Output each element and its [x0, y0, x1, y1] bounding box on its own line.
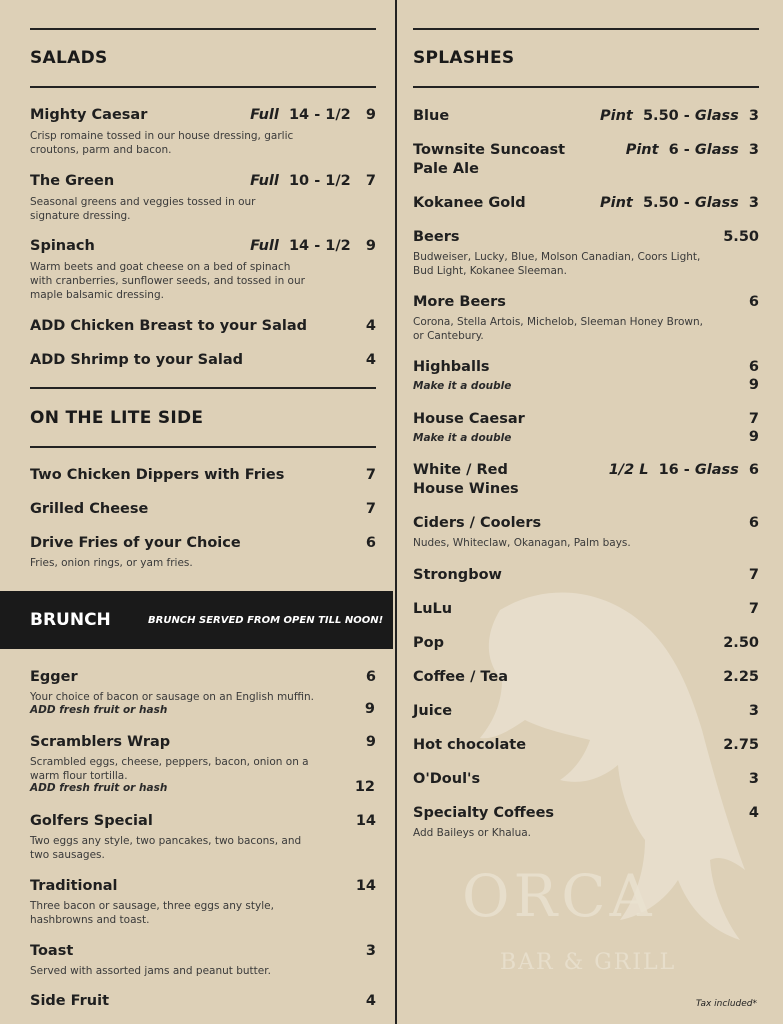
- item-description: Two eggs any style, two pancakes, two bacons, and two sausages.: [30, 835, 302, 861]
- double-price: 9: [748, 377, 759, 393]
- drink-item-strongbow: Strongbow 7: [413, 567, 759, 583]
- drink-item-more-beers: More Beers 6: [413, 294, 759, 310]
- divider: [413, 28, 759, 30]
- brunch-header-bar: [0, 591, 393, 649]
- item-price: 14 - 1/2: [288, 238, 351, 254]
- drink-item-beers: Beers 5.50: [413, 229, 759, 245]
- double-label: Make it a double: [413, 432, 512, 444]
- item-description: Your choice of bacon or sausage on an English muffin.: [30, 691, 314, 703]
- item-name: Spinach: [30, 238, 95, 254]
- add-on-price: 12: [354, 779, 375, 795]
- section-title-splashes: SPLASHES: [413, 48, 515, 68]
- drink-item-hot-chocolate: Hot chocolate 2.75: [413, 737, 759, 753]
- divider: [413, 86, 759, 88]
- menu-item-egger: Egger 6: [30, 669, 376, 685]
- item-price: 10 - 1/2: [288, 173, 351, 189]
- menu-item-spinach: [30, 238, 376, 254]
- drink-item-kokanee: Kokanee Gold Pint 5.50 - Glass 3: [413, 195, 759, 211]
- item-description: Warm beets and goat cheese on a bed of spinach with cranberries, sunflower seeds, and tossed in our maple balsamic dressing.: [30, 261, 305, 301]
- drink-item-townsite-line2: Pale Ale: [413, 161, 479, 177]
- size-label: Full: [250, 173, 279, 189]
- column-divider: [395, 0, 397, 1024]
- menu-item-add-shrimp: ADD Shrimp to your Salad 4: [30, 352, 376, 368]
- half-price: 9: [365, 107, 376, 123]
- size-label: Full: [250, 238, 279, 254]
- half-price: 9: [365, 238, 376, 254]
- brunch-subtitle: BRUNCH SERVED FROM OPEN TILL NOON!: [148, 615, 384, 626]
- menu-item-grilled-cheese: Grilled Cheese 7: [30, 501, 376, 517]
- watermark-brand: ORCA: [462, 862, 656, 930]
- watermark-tagline: BAR & GRILL: [500, 950, 677, 975]
- drink-item-highballs: Highballs 6: [413, 359, 759, 375]
- item-price: 14 - 1/2: [288, 107, 351, 123]
- drink-item-pop: Pop 2.50: [413, 635, 759, 651]
- menu-item-add-chicken: ADD Chicken Breast to your Salad 4: [30, 318, 376, 334]
- section-title-lite-side: ON THE LITE SIDE: [30, 408, 204, 428]
- drink-item-juice: Juice 3: [413, 703, 759, 719]
- menu-item-scramblers-wrap: Scramblers Wrap 9: [30, 734, 376, 750]
- size-label: Full: [250, 107, 279, 123]
- menu-item-drive-fries: Drive Fries of your Choice 6: [30, 535, 376, 551]
- add-on-price: 9: [364, 701, 375, 717]
- menu-item-chicken-dippers: Two Chicken Dippers with Fries 7: [30, 467, 376, 483]
- half-price: 7: [365, 173, 376, 189]
- divider: [30, 28, 376, 30]
- item-name: The Green: [30, 173, 115, 189]
- item-description: Scrambled eggs, cheese, peppers, bacon, onion on a warm flour tortilla.: [30, 756, 309, 782]
- menu-item-golfers-special: Golfers Special 14: [30, 813, 376, 829]
- section-title-brunch: BRUNCH: [30, 610, 111, 630]
- drink-item-house-caesar: House Caesar 7: [413, 411, 759, 427]
- double-price: 9: [748, 429, 759, 445]
- drink-item-blue: Blue Pint 5.50 - Glass 3: [413, 108, 759, 124]
- item-description: Fries, onion rings, or yam fries.: [30, 557, 193, 569]
- item-description: Seasonal greens and veggies tossed in our signature dressing.: [30, 196, 256, 222]
- divider: [30, 387, 376, 389]
- item-description: Crisp romaine tossed in our house dressing, garlic croutons, parm and bacon.: [30, 130, 294, 156]
- double-label: Make it a double: [413, 380, 512, 392]
- item-description: Add Baileys or Khalua.: [413, 827, 532, 839]
- drink-item-house-wines-line2: House Wines: [413, 481, 519, 497]
- tax-note: Tax included*: [695, 999, 757, 1009]
- section-title-salads: SALADS: [30, 48, 108, 68]
- drink-item-coffee-tea: Coffee / Tea 2.25: [413, 669, 759, 685]
- item-description: Nudes, Whiteclaw, Okanagan, Palm bays.: [413, 537, 631, 549]
- divider: [30, 446, 376, 448]
- menu-item-toast: Toast 3: [30, 943, 376, 959]
- menu-item-mighty-caesar: [30, 107, 376, 123]
- add-on-label: ADD fresh fruit or hash: [30, 782, 168, 794]
- menu-item-traditional: Traditional 14: [30, 878, 376, 894]
- menu-item-the-green: [30, 173, 376, 189]
- drink-item-ciders: Ciders / Coolers 6: [413, 515, 759, 531]
- divider: [30, 86, 376, 88]
- item-description: Three bacon or sausage, three eggs any style, hashbrowns and toast.: [30, 900, 274, 926]
- add-on-label: ADD fresh fruit or hash: [30, 704, 168, 716]
- drink-item-specialty-coffees: Specialty Coffees 4: [413, 805, 759, 821]
- drink-item-townsite: Townsite Suncoast Pint 6 - Glass 3: [413, 142, 759, 158]
- drink-item-house-wines: White / Red 1/2 L 16 - Glass 6: [413, 462, 759, 478]
- item-name: Mighty Caesar: [30, 107, 148, 123]
- drink-item-odouls: O'Doul's 3: [413, 771, 759, 787]
- item-description: Served with assorted jams and peanut butter.: [30, 965, 271, 977]
- item-description: Budweiser, Lucky, Blue, Molson Canadian, Coors Light, Bud Light, Kokanee Sleeman.: [413, 251, 701, 277]
- drink-item-lulu: LuLu 7: [413, 601, 759, 617]
- item-description: Corona, Stella Artois, Michelob, Sleeman Honey Brown, or Cantebury.: [413, 316, 703, 342]
- menu-item-side-fruit: Side Fruit 4: [30, 993, 376, 1009]
